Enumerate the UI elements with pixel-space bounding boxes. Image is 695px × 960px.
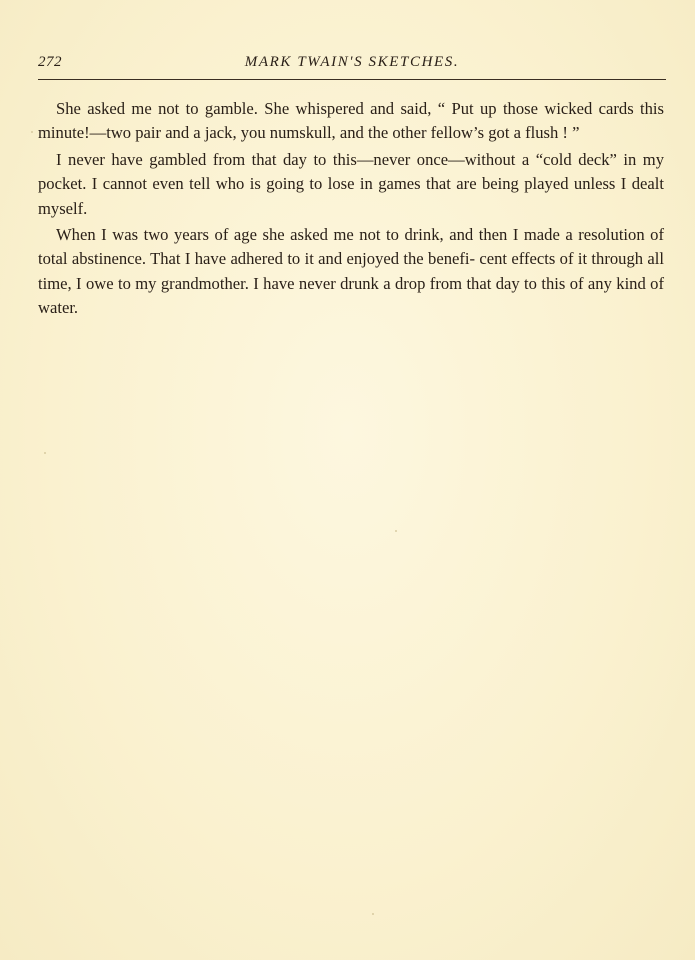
paper-speck bbox=[395, 530, 397, 532]
running-title: MARK TWAIN'S SKETCHES. bbox=[244, 54, 460, 70]
header-rule bbox=[38, 79, 666, 80]
body-text bbox=[38, 97, 664, 323]
paper-speck bbox=[372, 913, 374, 915]
running-head bbox=[38, 54, 666, 76]
paper-speck bbox=[31, 131, 33, 133]
paragraph-2: I never have gambled from that day to this—never once—without a “cold deck” in my pocket. I cannot even tell who is going to lose in games that are being played unless I dealt myself. bbox=[38, 149, 664, 218]
paragraph-3: When I was two years of age she asked me not to drink, and then I made a resolution of total abstinence. That I have adhered to it and enjoyed the benefi- cent effects of it through all time, I owe to my grandmother. I have never drunk a drop from that day to this of any kind of water. bbox=[38, 225, 664, 318]
paper-speck bbox=[44, 452, 46, 454]
paragraph-1: She asked me not to gamble. She whispered and said, “ Put up those wicked cards this minute!—two pair and a jack, you numskull, and the other fellow’s got a flush ! ” bbox=[38, 99, 664, 143]
page-number: 272 bbox=[38, 54, 62, 70]
